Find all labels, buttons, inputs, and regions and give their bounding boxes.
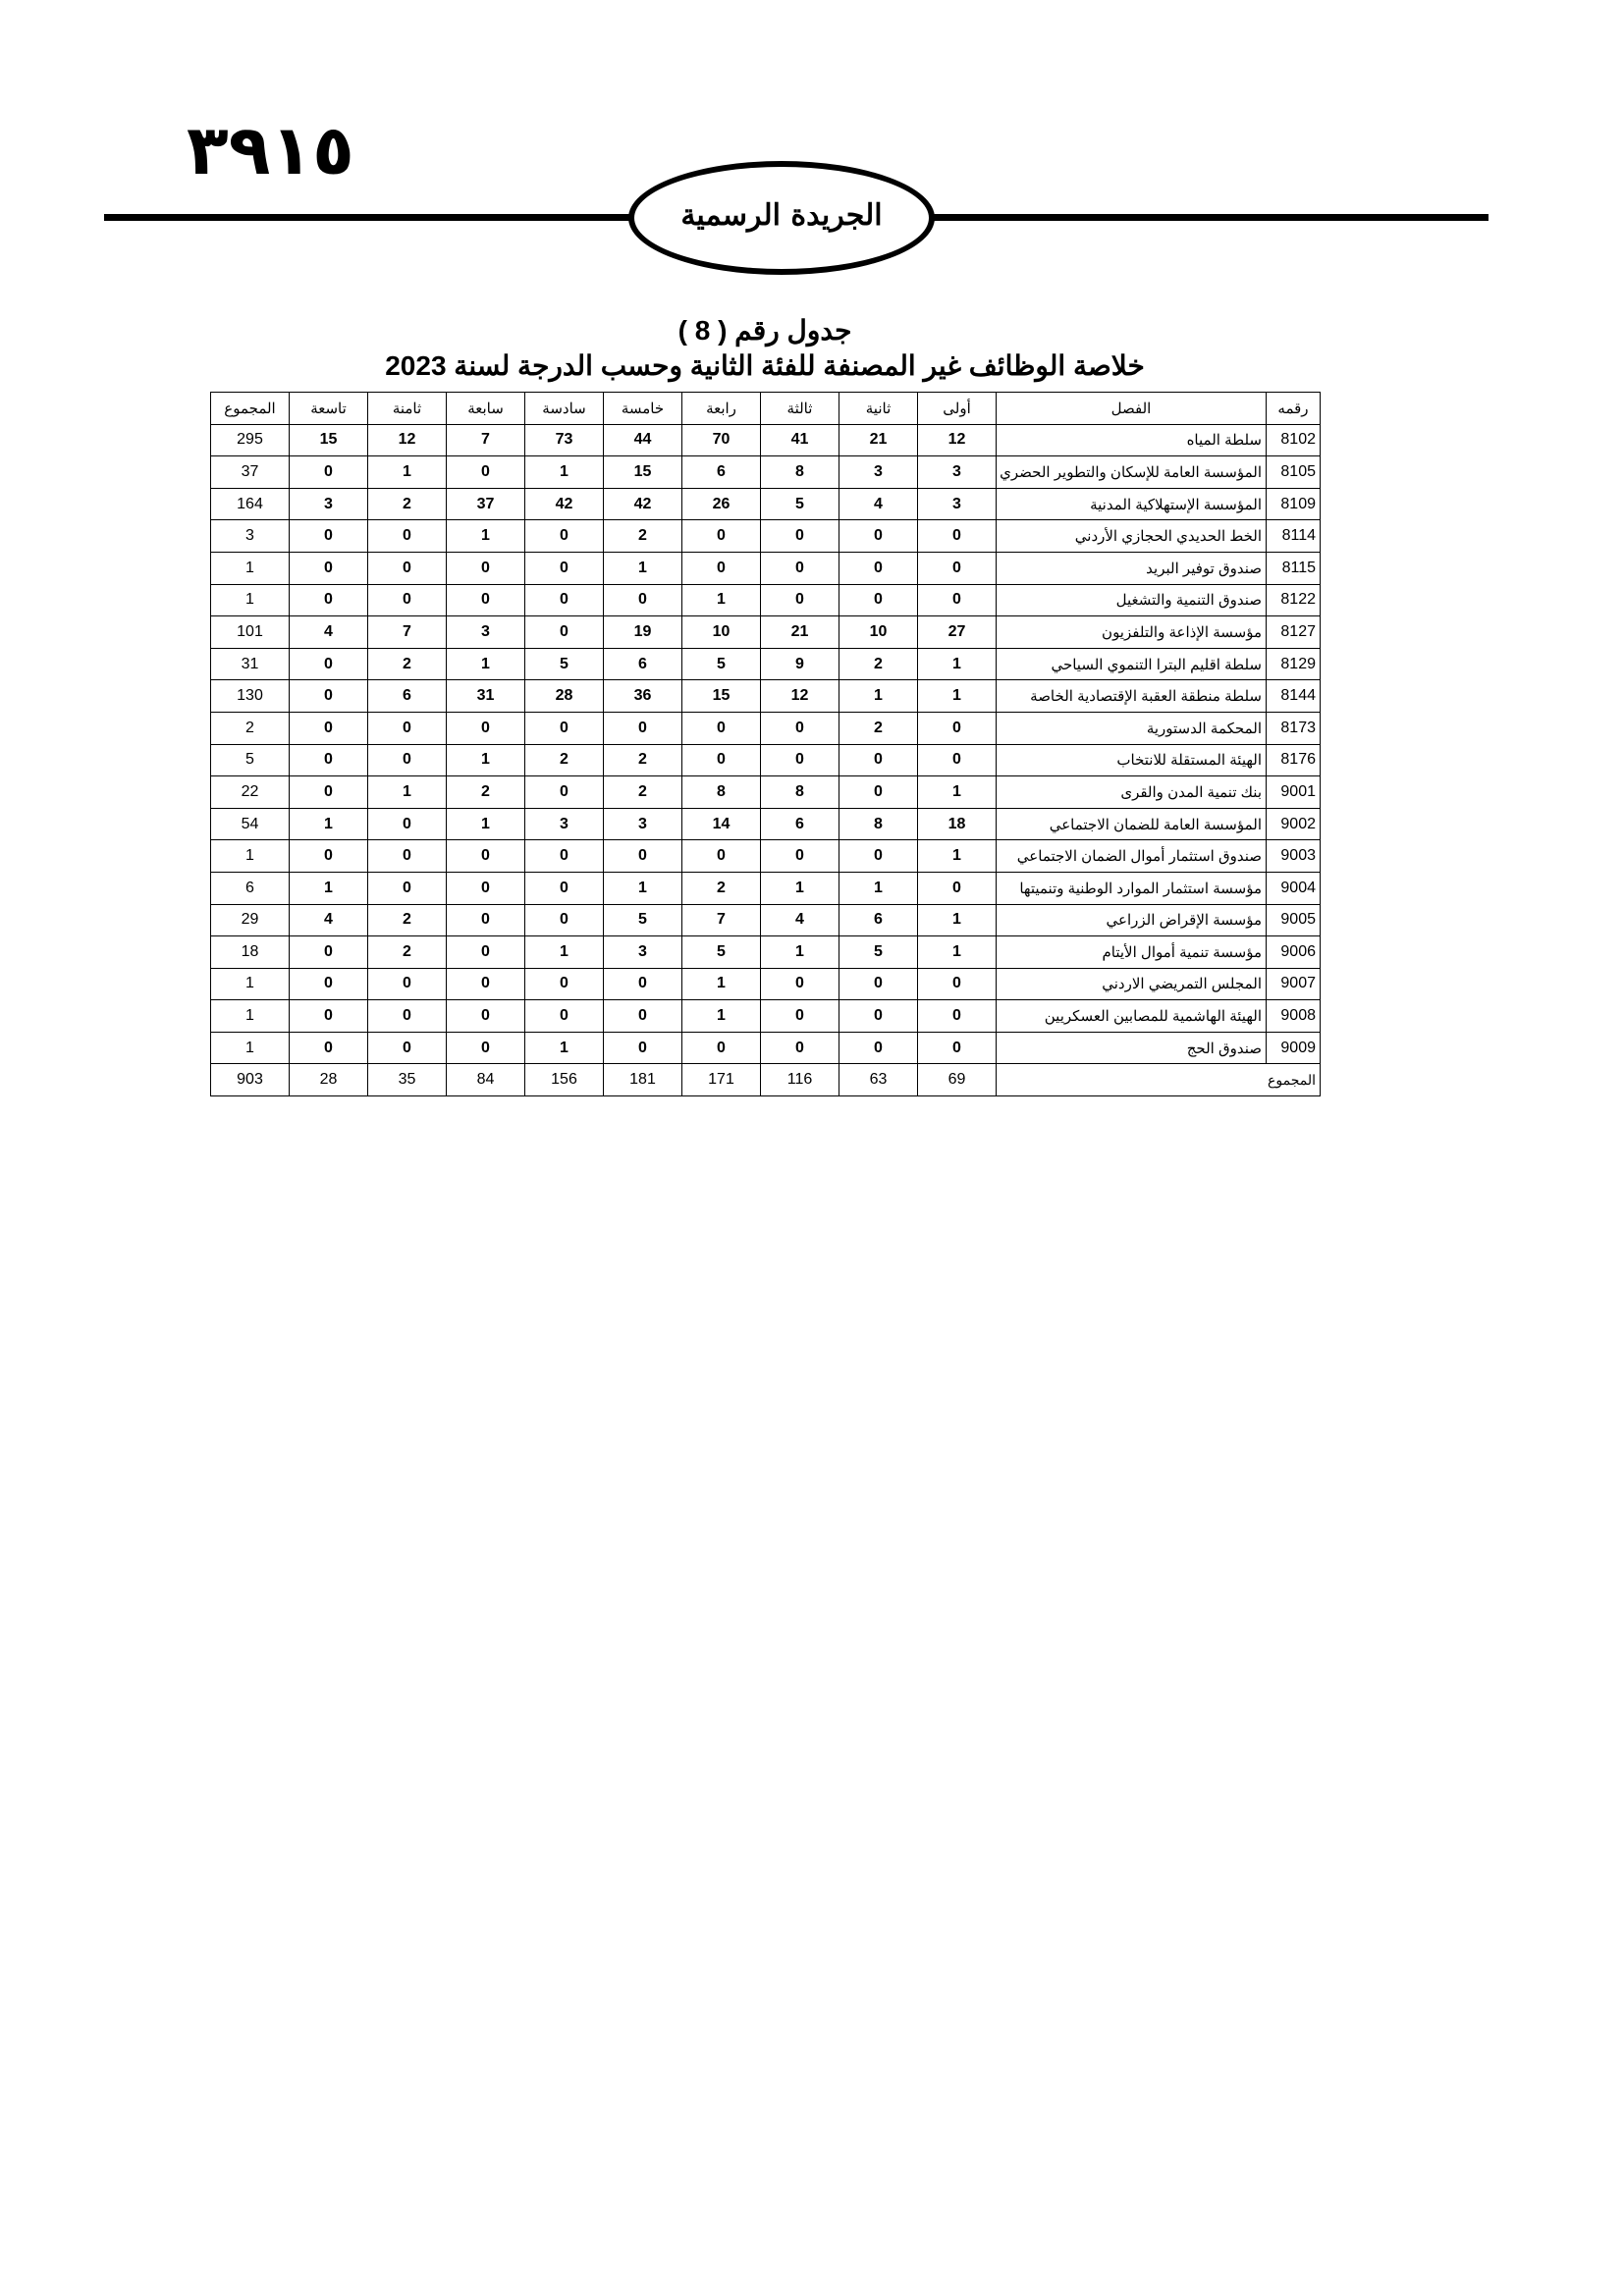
grade-count: 1 bbox=[290, 872, 368, 904]
grade-count: 12 bbox=[761, 680, 839, 713]
summary-table bbox=[210, 392, 1321, 1096]
grade-count: 0 bbox=[290, 520, 368, 553]
row-total: 2 bbox=[211, 712, 290, 744]
grade-count: 0 bbox=[368, 584, 447, 616]
grade-count: 8 bbox=[682, 776, 761, 809]
grade-count: 2 bbox=[447, 776, 525, 809]
table-row bbox=[211, 488, 1321, 520]
grade-count: 21 bbox=[839, 424, 918, 456]
grade-count: 0 bbox=[525, 968, 604, 1000]
grade-count: 26 bbox=[682, 488, 761, 520]
table-row bbox=[211, 584, 1321, 616]
row-name: صندوق استثمار أموال الضمان الاجتماعي bbox=[997, 840, 1267, 873]
grade-count: 2 bbox=[604, 520, 682, 553]
grade-count: 1 bbox=[290, 808, 368, 840]
total-row bbox=[211, 1064, 1321, 1096]
grade-count: 1 bbox=[839, 680, 918, 713]
grade-count: 0 bbox=[447, 712, 525, 744]
grade-count: 5 bbox=[682, 648, 761, 680]
grade-count: 15 bbox=[604, 456, 682, 489]
grade-count: 0 bbox=[918, 552, 997, 584]
grade-count: 6 bbox=[604, 648, 682, 680]
table-row bbox=[211, 936, 1321, 969]
grade-count: 1 bbox=[839, 872, 918, 904]
grade-count: 0 bbox=[447, 968, 525, 1000]
column-header: تاسعة bbox=[290, 393, 368, 425]
grade-count: 73 bbox=[525, 424, 604, 456]
grade-count: 0 bbox=[839, 840, 918, 873]
grade-count: 4 bbox=[290, 904, 368, 936]
grade-count: 0 bbox=[604, 968, 682, 1000]
grade-count: 27 bbox=[918, 616, 997, 649]
grade-count: 1 bbox=[368, 456, 447, 489]
grade-count: 0 bbox=[368, 968, 447, 1000]
row-total: 1 bbox=[211, 552, 290, 584]
grade-count: 1 bbox=[918, 936, 997, 969]
grade-count: 7 bbox=[447, 424, 525, 456]
grade-count: 3 bbox=[604, 808, 682, 840]
grade-count: 1 bbox=[682, 584, 761, 616]
grade-count: 0 bbox=[839, 1000, 918, 1033]
grade-count: 4 bbox=[290, 616, 368, 649]
column-header: ثالثة bbox=[761, 393, 839, 425]
grade-count: 0 bbox=[682, 744, 761, 776]
grade-count: 1 bbox=[918, 648, 997, 680]
row-total: 5 bbox=[211, 744, 290, 776]
grade-count: 1 bbox=[604, 872, 682, 904]
row-name: المجلس التمريضي الاردني bbox=[997, 968, 1267, 1000]
table-row bbox=[211, 424, 1321, 456]
grade-count: 3 bbox=[918, 488, 997, 520]
row-total: 295 bbox=[211, 424, 290, 456]
grade-count: 0 bbox=[682, 712, 761, 744]
table-title: خلاصة الوظائف غير المصنفة للفئة الثانية وحسب الدرجة لسنة 2023 bbox=[385, 350, 1145, 381]
grade-count: 0 bbox=[290, 456, 368, 489]
row-name: مؤسسة استثمار الموارد الوطنية وتنميتها bbox=[997, 872, 1267, 904]
grade-total: 181 bbox=[604, 1064, 682, 1096]
row-code: 8144 bbox=[1267, 680, 1321, 713]
grade-count: 44 bbox=[604, 424, 682, 456]
grade-count: 0 bbox=[918, 584, 997, 616]
grade-count: 0 bbox=[839, 776, 918, 809]
grade-count: 0 bbox=[761, 712, 839, 744]
grade-count: 0 bbox=[604, 1032, 682, 1064]
grade-count: 2 bbox=[604, 776, 682, 809]
row-code: 8176 bbox=[1267, 744, 1321, 776]
grade-count: 0 bbox=[918, 968, 997, 1000]
grade-count: 0 bbox=[604, 584, 682, 616]
row-name: صندوق التنمية والتشغيل bbox=[997, 584, 1267, 616]
row-code: 9007 bbox=[1267, 968, 1321, 1000]
grade-count: 3 bbox=[918, 456, 997, 489]
grade-count: 1 bbox=[918, 776, 997, 809]
grade-count: 5 bbox=[761, 488, 839, 520]
grade-count: 0 bbox=[290, 744, 368, 776]
grade-count: 41 bbox=[761, 424, 839, 456]
table-row bbox=[211, 808, 1321, 840]
grade-count: 0 bbox=[368, 808, 447, 840]
grade-count: 5 bbox=[682, 936, 761, 969]
grade-count: 2 bbox=[368, 488, 447, 520]
grade-total: 116 bbox=[761, 1064, 839, 1096]
grade-count: 0 bbox=[525, 776, 604, 809]
column-header: خامسة bbox=[604, 393, 682, 425]
grade-count: 0 bbox=[368, 1000, 447, 1033]
grade-count: 6 bbox=[682, 456, 761, 489]
row-code: 9005 bbox=[1267, 904, 1321, 936]
grade-count: 0 bbox=[447, 456, 525, 489]
row-total: 1 bbox=[211, 1032, 290, 1064]
grade-total: 171 bbox=[682, 1064, 761, 1096]
grade-count: 0 bbox=[290, 712, 368, 744]
row-name: سلطة منطقة العقبة الإقتصادية الخاصة bbox=[997, 680, 1267, 713]
grade-count: 0 bbox=[604, 1000, 682, 1033]
grade-count: 0 bbox=[447, 904, 525, 936]
row-name: المؤسسة العامة للإسكان والتطوير الحضري bbox=[997, 456, 1267, 489]
grade-count: 0 bbox=[918, 1032, 997, 1064]
table-row bbox=[211, 872, 1321, 904]
grade-count: 7 bbox=[682, 904, 761, 936]
table-row bbox=[211, 648, 1321, 680]
grade-count: 12 bbox=[368, 424, 447, 456]
grade-count: 8 bbox=[761, 456, 839, 489]
row-code: 8115 bbox=[1267, 552, 1321, 584]
column-header: سابعة bbox=[447, 393, 525, 425]
table-number: جدول رقم ( 8 ) bbox=[677, 315, 852, 346]
table-row bbox=[211, 552, 1321, 584]
grade-count: 4 bbox=[761, 904, 839, 936]
grade-count: 1 bbox=[525, 936, 604, 969]
row-total: 101 bbox=[211, 616, 290, 649]
grade-count: 70 bbox=[682, 424, 761, 456]
grade-count: 0 bbox=[447, 936, 525, 969]
grade-count: 3 bbox=[290, 488, 368, 520]
grade-count: 1 bbox=[761, 936, 839, 969]
grade-count: 1 bbox=[918, 904, 997, 936]
row-name: المؤسسة الإستهلاكية المدنية bbox=[997, 488, 1267, 520]
grade-count: 0 bbox=[761, 968, 839, 1000]
grade-count: 0 bbox=[839, 968, 918, 1000]
grade-count: 0 bbox=[290, 776, 368, 809]
grade-count: 1 bbox=[447, 648, 525, 680]
row-total: 18 bbox=[211, 936, 290, 969]
row-total: 31 bbox=[211, 648, 290, 680]
grade-count: 0 bbox=[290, 680, 368, 713]
row-code: 9006 bbox=[1267, 936, 1321, 969]
row-name: المحكمة الدستورية bbox=[997, 712, 1267, 744]
row-name: بنك تنمية المدن والقرى bbox=[997, 776, 1267, 809]
table-row bbox=[211, 904, 1321, 936]
row-code: 8127 bbox=[1267, 616, 1321, 649]
row-code: 8122 bbox=[1267, 584, 1321, 616]
grade-count: 0 bbox=[368, 840, 447, 873]
header-rule-left bbox=[104, 214, 634, 221]
grade-count: 0 bbox=[447, 552, 525, 584]
grade-count: 0 bbox=[918, 712, 997, 744]
grade-count: 6 bbox=[761, 808, 839, 840]
grade-count: 6 bbox=[368, 680, 447, 713]
row-code: 8114 bbox=[1267, 520, 1321, 553]
grade-count: 0 bbox=[447, 1000, 525, 1033]
grade-count: 1 bbox=[368, 776, 447, 809]
table-row bbox=[211, 712, 1321, 744]
grade-count: 0 bbox=[525, 712, 604, 744]
grade-count: 0 bbox=[368, 872, 447, 904]
column-header: ثامنة bbox=[368, 393, 447, 425]
row-name: الهيئة الهاشمية للمصابين العسكريين bbox=[997, 1000, 1267, 1033]
row-total: 3 bbox=[211, 520, 290, 553]
grade-count: 0 bbox=[368, 1032, 447, 1064]
row-code: 9003 bbox=[1267, 840, 1321, 873]
grade-count: 0 bbox=[290, 840, 368, 873]
row-total: 6 bbox=[211, 872, 290, 904]
grade-count: 0 bbox=[839, 1032, 918, 1064]
grade-total: 69 bbox=[918, 1064, 997, 1096]
grade-count: 0 bbox=[761, 1000, 839, 1033]
grade-count: 1 bbox=[682, 1000, 761, 1033]
grade-count: 4 bbox=[839, 488, 918, 520]
grade-count: 1 bbox=[604, 552, 682, 584]
column-header: أولى bbox=[918, 393, 997, 425]
row-total: 37 bbox=[211, 456, 290, 489]
grade-count: 2 bbox=[682, 872, 761, 904]
grade-count: 0 bbox=[839, 552, 918, 584]
grade-count: 0 bbox=[604, 712, 682, 744]
grade-total: 28 bbox=[290, 1064, 368, 1096]
row-total: 22 bbox=[211, 776, 290, 809]
grade-count: 0 bbox=[525, 872, 604, 904]
grade-count: 0 bbox=[839, 744, 918, 776]
grade-count: 0 bbox=[918, 1000, 997, 1033]
row-name: سلطة المياه bbox=[997, 424, 1267, 456]
row-code: 9004 bbox=[1267, 872, 1321, 904]
row-code: 9009 bbox=[1267, 1032, 1321, 1064]
table-row bbox=[211, 840, 1321, 873]
grade-count: 0 bbox=[761, 1032, 839, 1064]
column-header: المجموع bbox=[211, 393, 290, 425]
grade-count: 1 bbox=[918, 840, 997, 873]
table-row bbox=[211, 776, 1321, 809]
grade-count: 0 bbox=[525, 552, 604, 584]
grade-count: 0 bbox=[525, 616, 604, 649]
grade-count: 2 bbox=[368, 936, 447, 969]
grade-count: 3 bbox=[604, 936, 682, 969]
row-name: صندوق الحج bbox=[997, 1032, 1267, 1064]
grade-count: 0 bbox=[918, 520, 997, 553]
grade-count: 0 bbox=[682, 1032, 761, 1064]
row-code: 8129 bbox=[1267, 648, 1321, 680]
grade-count: 0 bbox=[525, 520, 604, 553]
grade-count: 0 bbox=[918, 744, 997, 776]
grade-count: 36 bbox=[604, 680, 682, 713]
header-rule-right bbox=[933, 214, 1489, 221]
grade-count: 2 bbox=[604, 744, 682, 776]
row-code: 8109 bbox=[1267, 488, 1321, 520]
grade-count: 0 bbox=[839, 584, 918, 616]
grade-count: 0 bbox=[290, 552, 368, 584]
grade-count: 0 bbox=[839, 520, 918, 553]
grade-count: 1 bbox=[447, 808, 525, 840]
row-code: 8105 bbox=[1267, 456, 1321, 489]
grade-total: 156 bbox=[525, 1064, 604, 1096]
row-total: 1 bbox=[211, 968, 290, 1000]
grade-count: 0 bbox=[604, 840, 682, 873]
grade-count: 5 bbox=[525, 648, 604, 680]
table-row bbox=[211, 968, 1321, 1000]
row-name: مؤسسة تنمية أموال الأيتام bbox=[997, 936, 1267, 969]
grade-count: 37 bbox=[447, 488, 525, 520]
grade-count: 42 bbox=[604, 488, 682, 520]
column-header: رقمه bbox=[1267, 393, 1321, 425]
grade-count: 0 bbox=[761, 744, 839, 776]
grade-count: 31 bbox=[447, 680, 525, 713]
grade-count: 0 bbox=[447, 1032, 525, 1064]
row-total: 29 bbox=[211, 904, 290, 936]
grade-count: 19 bbox=[604, 616, 682, 649]
row-code: 9002 bbox=[1267, 808, 1321, 840]
row-name: الهيئة المستقلة للانتخاب bbox=[997, 744, 1267, 776]
grade-count: 0 bbox=[682, 520, 761, 553]
grade-count: 28 bbox=[525, 680, 604, 713]
row-code: 9008 bbox=[1267, 1000, 1321, 1033]
row-name: سلطة اقليم البترا التنموي السياحي bbox=[997, 648, 1267, 680]
grade-count: 0 bbox=[368, 552, 447, 584]
gazette-title: الجريدة الرسمية bbox=[680, 197, 883, 233]
grade-count: 8 bbox=[839, 808, 918, 840]
grade-count: 12 bbox=[918, 424, 997, 456]
grade-count: 15 bbox=[682, 680, 761, 713]
grade-total: 35 bbox=[368, 1064, 447, 1096]
grade-count: 15 bbox=[290, 424, 368, 456]
grade-count: 9 bbox=[761, 648, 839, 680]
row-total: 130 bbox=[211, 680, 290, 713]
table-row bbox=[211, 520, 1321, 553]
grade-count: 1 bbox=[447, 520, 525, 553]
grade-count: 1 bbox=[761, 872, 839, 904]
grade-count: 0 bbox=[368, 744, 447, 776]
table-row bbox=[211, 1032, 1321, 1064]
gazette-masthead bbox=[628, 161, 935, 275]
grade-count: 18 bbox=[918, 808, 997, 840]
row-name: المؤسسة العامة للضمان الاجتماعي bbox=[997, 808, 1267, 840]
grade-count: 0 bbox=[290, 1032, 368, 1064]
grade-count: 0 bbox=[525, 584, 604, 616]
grade-count: 2 bbox=[368, 648, 447, 680]
grade-count: 2 bbox=[368, 904, 447, 936]
grade-count: 0 bbox=[447, 840, 525, 873]
row-code: 8173 bbox=[1267, 712, 1321, 744]
grade-count: 0 bbox=[761, 840, 839, 873]
grade-count: 2 bbox=[525, 744, 604, 776]
grade-count: 0 bbox=[290, 1000, 368, 1033]
grade-count: 3 bbox=[839, 456, 918, 489]
grade-count: 0 bbox=[290, 648, 368, 680]
grade-count: 5 bbox=[604, 904, 682, 936]
grade-count: 21 bbox=[761, 616, 839, 649]
row-code: 8102 bbox=[1267, 424, 1321, 456]
grade-count: 0 bbox=[525, 904, 604, 936]
table-row bbox=[211, 744, 1321, 776]
grade-count: 2 bbox=[839, 648, 918, 680]
grade-count: 1 bbox=[525, 456, 604, 489]
grand-total: 903 bbox=[211, 1064, 290, 1096]
column-header: ثانية bbox=[839, 393, 918, 425]
row-total: 54 bbox=[211, 808, 290, 840]
table-row bbox=[211, 1000, 1321, 1033]
grade-count: 8 bbox=[761, 776, 839, 809]
total-label: المجموع bbox=[997, 1064, 1321, 1096]
grade-count: 1 bbox=[682, 968, 761, 1000]
grade-count: 10 bbox=[682, 616, 761, 649]
grade-count: 0 bbox=[447, 872, 525, 904]
grade-count: 6 bbox=[839, 904, 918, 936]
grade-count: 2 bbox=[839, 712, 918, 744]
row-name: الخط الحديدي الحجازي الأردني bbox=[997, 520, 1267, 553]
grade-count: 7 bbox=[368, 616, 447, 649]
row-name: مؤسسة الإذاعة والتلفزيون bbox=[997, 616, 1267, 649]
table-header-row bbox=[211, 393, 1321, 425]
grade-count: 10 bbox=[839, 616, 918, 649]
page-number: ٣٩١٥ bbox=[187, 110, 354, 190]
grade-count: 1 bbox=[447, 744, 525, 776]
grade-count: 1 bbox=[918, 680, 997, 713]
grade-count: 0 bbox=[761, 552, 839, 584]
grade-count: 0 bbox=[447, 584, 525, 616]
table-row bbox=[211, 616, 1321, 649]
grade-count: 0 bbox=[368, 712, 447, 744]
grade-count: 0 bbox=[368, 520, 447, 553]
row-name: صندوق توفير البريد bbox=[997, 552, 1267, 584]
grade-count: 5 bbox=[839, 936, 918, 969]
row-total: 164 bbox=[211, 488, 290, 520]
grade-count: 0 bbox=[761, 520, 839, 553]
grade-count: 0 bbox=[290, 584, 368, 616]
grade-count: 0 bbox=[525, 840, 604, 873]
grade-count: 0 bbox=[761, 584, 839, 616]
table-row bbox=[211, 680, 1321, 713]
grade-count: 3 bbox=[447, 616, 525, 649]
grade-total: 84 bbox=[447, 1064, 525, 1096]
grade-count: 0 bbox=[290, 968, 368, 1000]
table-row bbox=[211, 456, 1321, 489]
grade-count: 14 bbox=[682, 808, 761, 840]
grade-count: 3 bbox=[525, 808, 604, 840]
row-total: 1 bbox=[211, 840, 290, 873]
column-header: الفصل bbox=[997, 393, 1267, 425]
grade-count: 42 bbox=[525, 488, 604, 520]
grade-count: 0 bbox=[682, 840, 761, 873]
grade-count: 0 bbox=[525, 1000, 604, 1033]
grade-count: 1 bbox=[525, 1032, 604, 1064]
grade-count: 0 bbox=[290, 936, 368, 969]
column-header: سادسة bbox=[525, 393, 604, 425]
row-code: 9001 bbox=[1267, 776, 1321, 809]
grade-count: 0 bbox=[918, 872, 997, 904]
grade-total: 63 bbox=[839, 1064, 918, 1096]
row-total: 1 bbox=[211, 1000, 290, 1033]
row-total: 1 bbox=[211, 584, 290, 616]
column-header: رابعة bbox=[682, 393, 761, 425]
grade-count: 0 bbox=[682, 552, 761, 584]
row-name: مؤسسة الإقراض الزراعي bbox=[997, 904, 1267, 936]
